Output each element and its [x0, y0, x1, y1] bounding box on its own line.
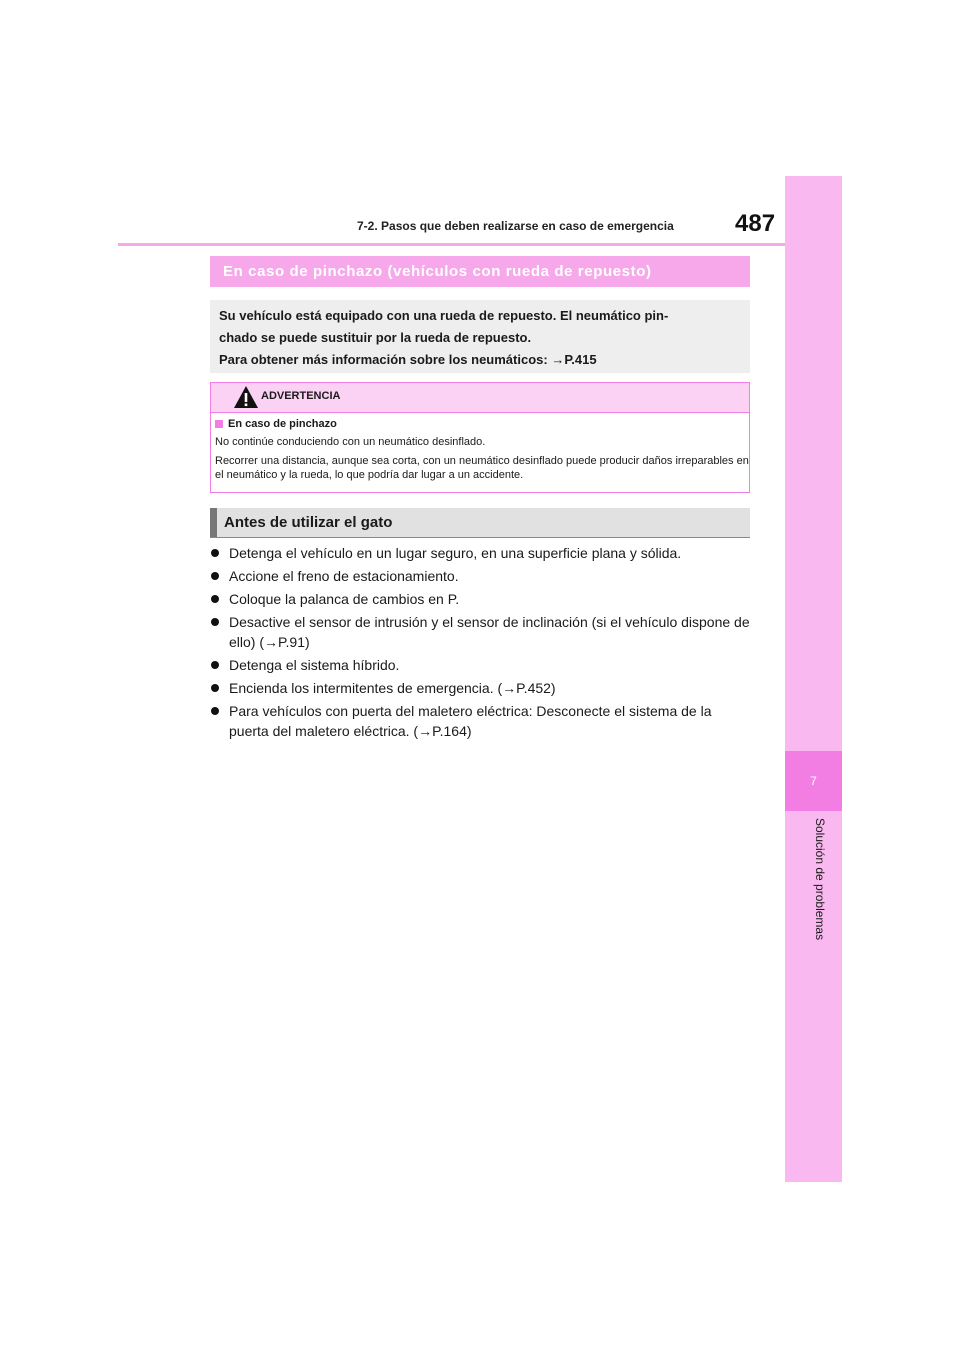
warning-paragraph-1: No continúe conduciendo con un neumático desinflado.	[215, 436, 486, 448]
section-heading-title: Antes de utilizar el gato	[224, 514, 393, 531]
intro-line-3	[219, 350, 750, 370]
page-number: 487	[735, 210, 776, 237]
square-bullet-icon	[215, 420, 223, 428]
intro-box	[210, 300, 750, 373]
topic-banner	[210, 256, 750, 287]
list-item: Encienda los intermitentes de emergencia. (→P.452)	[210, 678, 750, 698]
header-divider	[118, 243, 785, 246]
warning-box	[210, 382, 750, 493]
tire-page-reference[interactable]: P.415	[564, 352, 597, 367]
bullet-icon	[211, 707, 219, 715]
intro-line-1: Su vehículo está equipado con una rueda de repuesto. El neumático pin-	[219, 308, 669, 323]
warning-header	[211, 383, 749, 413]
topic-banner-title: En caso de pinchazo (vehículos con rueda de repuesto)	[223, 263, 652, 280]
bullet-icon	[211, 661, 219, 669]
intro-line-2: chado se puede sustituir por la rueda de repuesto.	[219, 330, 532, 345]
intro-line-3-text: Para obtener más información sobre los neumáticos:	[219, 352, 552, 367]
warning-paragraph-2: Recorrer una distancia, aunque sea corta, con un neumático desinflado puede producir daños irreparables en el neumático y la rueda, lo que podría dar lugar a un accidente.	[215, 455, 749, 481]
bullet-icon	[211, 684, 219, 692]
chapter-label: Solución de problemas	[813, 818, 827, 941]
warning-subheading	[215, 417, 749, 431]
list-item: Detenga el sistema híbrido.	[210, 655, 750, 675]
warning-title: ADVERTENCIA	[261, 390, 341, 402]
warning-triangle-icon	[233, 385, 259, 409]
bullet-icon	[211, 595, 219, 603]
list-item: Desactive el sensor de intrusión y el sensor de inclinación (si el vehículo dispone de ello) (→P.91)	[210, 612, 750, 652]
list-item: Coloque la palanca de cambios en P.	[210, 589, 750, 609]
section-heading-bar	[210, 508, 750, 538]
list-item: Detenga el vehículo en un lugar seguro, en una superficie plana y sólida.	[210, 543, 750, 563]
bullet-icon	[211, 549, 219, 557]
chapter-number: 7	[785, 751, 842, 811]
chapter-side-tab	[785, 176, 842, 1182]
section-header-title: 7-2. Pasos que deben realizarse en caso de emergencia	[357, 219, 674, 233]
list-item: Accione el freno de estacionamiento.	[210, 566, 750, 586]
warning-body	[211, 413, 749, 482]
list-item: Para vehículos con puerta del maletero eléctrica: Desconecte el sistema de la puerta del maletero eléctrica. (→P.164)	[210, 701, 750, 741]
warning-subheading-text: En caso de pinchazo	[228, 418, 337, 430]
steps-list	[210, 543, 750, 744]
bullet-icon	[211, 572, 219, 580]
arrow-icon: →	[551, 352, 565, 367]
section-heading-accent	[210, 508, 217, 537]
bullet-icon	[211, 618, 219, 626]
